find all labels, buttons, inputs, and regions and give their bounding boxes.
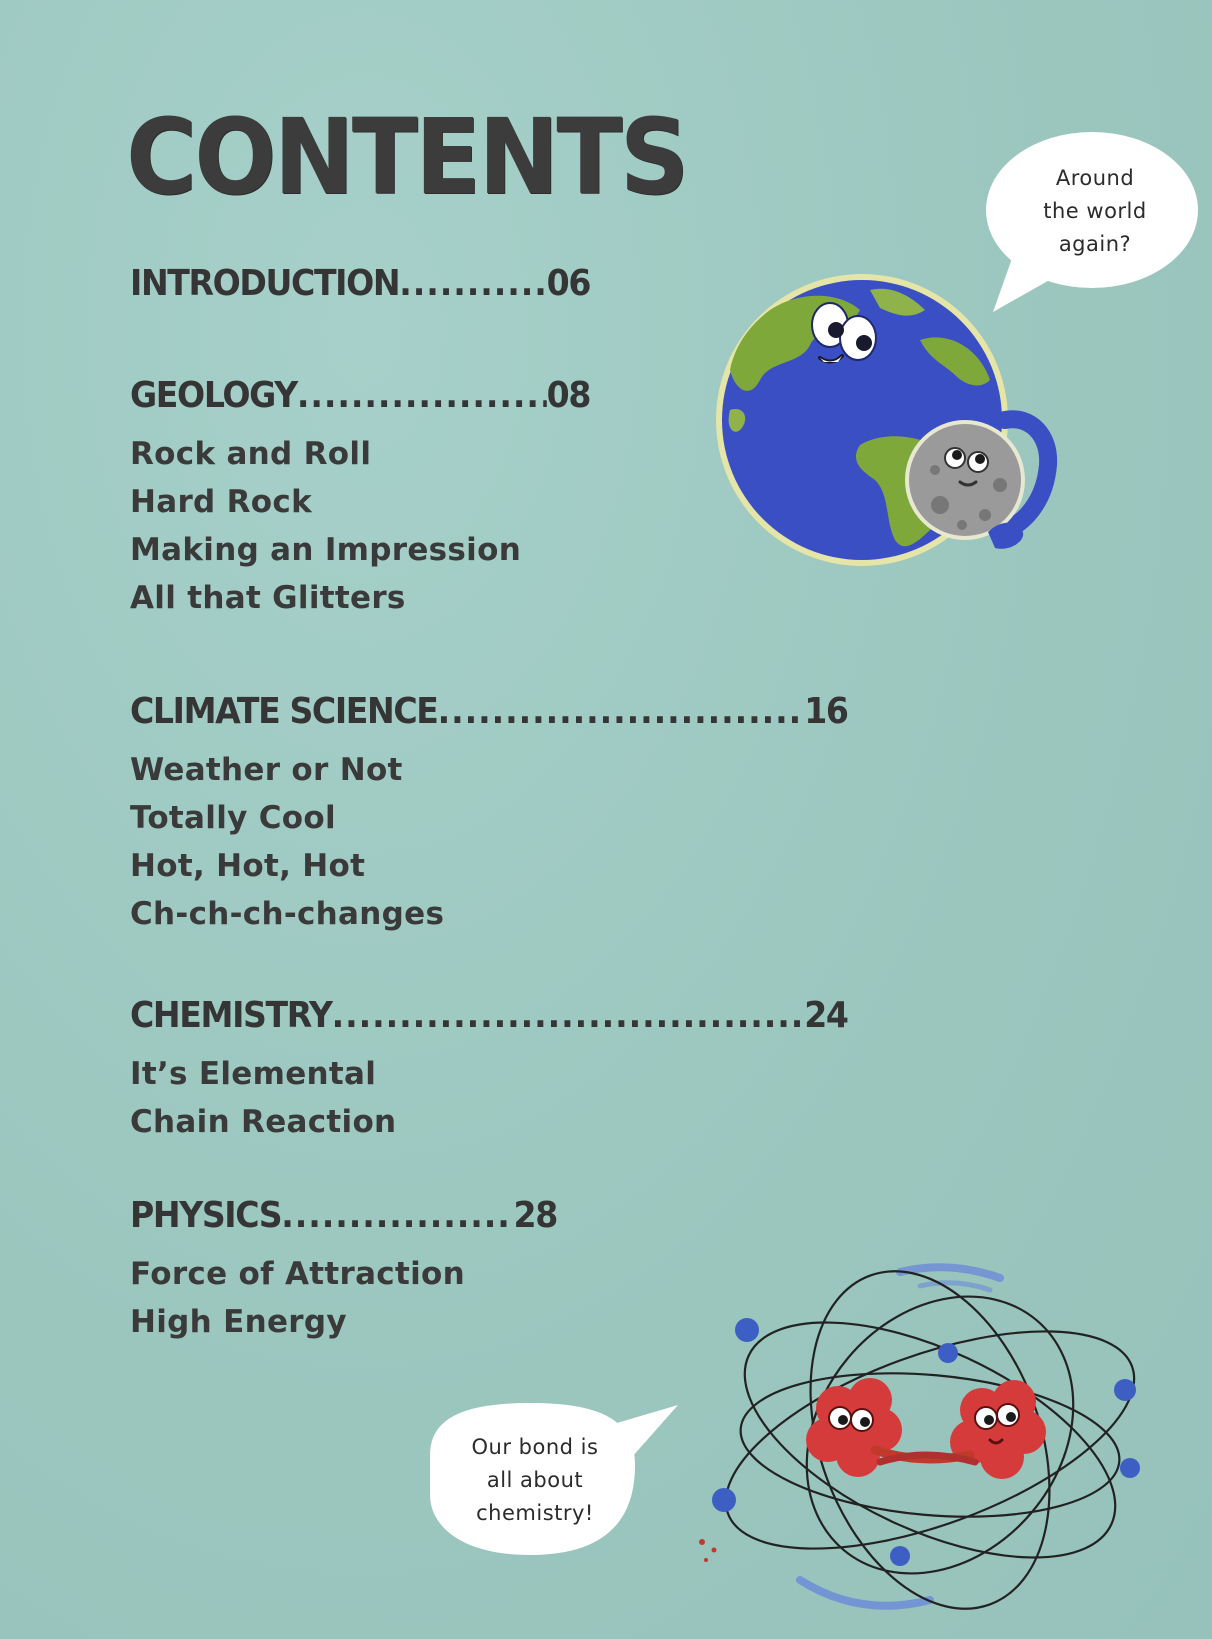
section-title: CHEMISTRY [130,995,332,1036]
bubble-line: Around [1055,165,1135,190]
section-heading[interactable] [130,990,848,1042]
leader-dots [297,370,547,422]
atom-illustration [690,1250,1190,1630]
bubble-line: Our bond is [471,1434,599,1459]
page-number: 08 [546,375,590,416]
section-heading[interactable] [130,258,590,310]
page-number: 16 [804,691,848,732]
list-item[interactable]: Weather or Not [130,752,403,788]
section-title: PHYSICS [130,1195,282,1236]
list-item[interactable]: Force of Attraction [130,1256,465,1292]
list-item[interactable]: Chain Reaction [130,1104,397,1140]
section-heading[interactable] [130,370,590,422]
bubble-line: the world [1043,198,1147,223]
list-item[interactable]: All that Glitters [130,580,406,616]
section-title: INTRODUCTION [130,263,400,304]
leader-dots [438,686,805,738]
list-item[interactable]: Making an Impression [130,532,522,568]
section-title: GEOLOGY [130,375,297,416]
list-item[interactable]: Hard Rock [130,484,312,520]
page-number: 06 [546,263,590,304]
list-item[interactable]: High Energy [130,1304,347,1340]
bubble-line: all about [486,1467,584,1492]
section-heading[interactable] [130,686,848,738]
section-heading[interactable] [130,1190,557,1242]
page-number: 28 [513,1195,557,1236]
section-climate-science [130,686,910,938]
speech-bubble-earth [1000,158,1190,264]
section-chemistry [130,990,910,1146]
list-item[interactable]: It’s Elemental [130,1056,377,1092]
earth-moon-illustration [710,270,1110,590]
list-item[interactable]: Rock and Roll [130,436,372,472]
leader-dots [399,258,546,310]
list-item[interactable]: Hot, Hot, Hot [130,848,366,884]
list-item[interactable]: Ch-ch-ch-changes [130,896,445,932]
section-physics [130,1190,594,1346]
list-item[interactable]: Totally Cool [130,800,336,836]
section-introduction [130,258,630,310]
section-geology [130,370,630,622]
bubble-line: chemistry! [476,1500,594,1525]
speech-bubble-atom [440,1425,630,1535]
section-title: CLIMATE SCIENCE [130,691,438,732]
bubble-line: again? [1058,231,1132,256]
leader-dots [332,990,805,1042]
leader-dots [281,1190,513,1242]
page-number: 24 [804,995,848,1036]
page-title: CONTENTS [126,96,687,218]
